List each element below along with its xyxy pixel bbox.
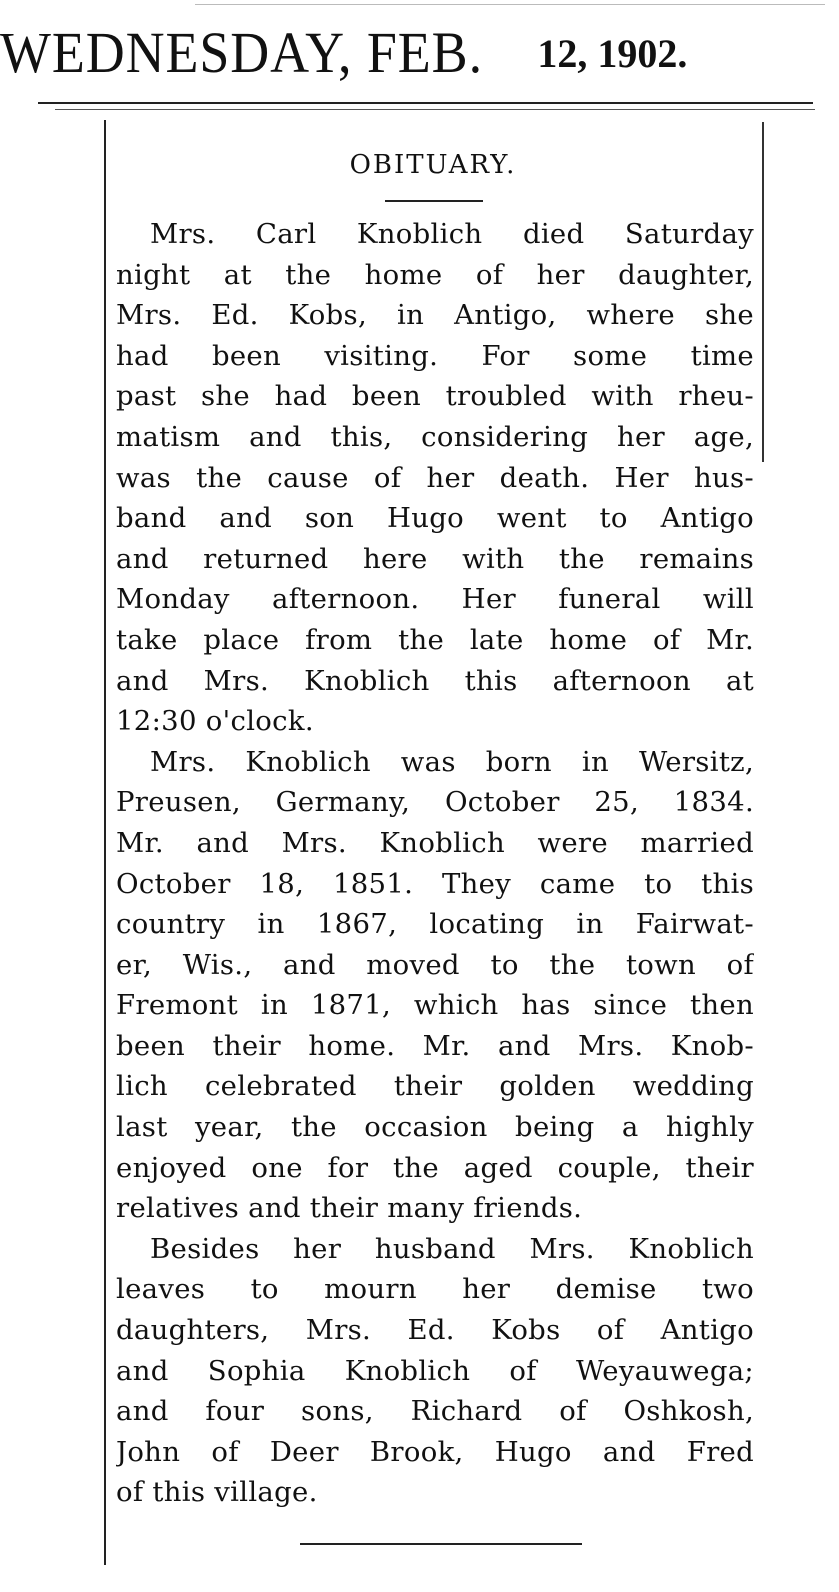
- article-line: had been visiting. For some time: [116, 339, 754, 372]
- article-line: and Sophia Knoblich of Weyauwega;: [116, 1354, 754, 1387]
- dateline-rule-upper: [38, 102, 813, 104]
- article-line: Mrs. Ed. Kobs, in Antigo, where she: [116, 299, 754, 332]
- article-line: Fremont in 1871, which has since then: [116, 989, 754, 1022]
- dateline-day-year: 12, 1902.: [537, 30, 688, 76]
- dateline: [0, 18, 839, 88]
- article-line: relatives and their many friends.: [116, 1192, 583, 1225]
- dateline-rule-lower: [55, 109, 815, 110]
- article-line: country in 1867, locating in Fairwat-: [116, 908, 754, 941]
- article-line: Mr. and Mrs. Knoblich were married: [116, 826, 754, 859]
- article-line: been their home. Mr. and Mrs. Knob-: [116, 1029, 754, 1062]
- article-end-rule: [300, 1543, 582, 1545]
- article-heading: OBITUARY.: [349, 150, 517, 180]
- article-line: John of Deer Brook, Hugo and Fred: [116, 1435, 754, 1468]
- article-line: daughters, Mrs. Ed. Kobs of Antigo: [116, 1314, 754, 1347]
- article-line: Preusen, Germany, October 25, 1834.: [116, 786, 754, 819]
- article-line: Monday afternoon. Her funeral will: [116, 583, 754, 616]
- article-body: [116, 214, 754, 1513]
- column-rule-left: [104, 120, 106, 1565]
- article-line: last year, the occasion being a highly: [116, 1111, 754, 1144]
- article-line: er, Wis., and moved to the town of: [116, 948, 754, 981]
- article-line: take place from the late home of Mr.: [116, 623, 754, 656]
- article-line: was the cause of her death. Her hus-: [116, 461, 754, 494]
- article-line: enjoyed one for the aged couple, their: [116, 1151, 754, 1184]
- article-line: lich celebrated their golden wedding: [116, 1070, 754, 1103]
- article-line: and Mrs. Knoblich this afternoon at: [116, 664, 754, 697]
- heading-underline: [385, 200, 483, 202]
- article-line: leaves to mourn her demise two: [116, 1273, 754, 1306]
- article-line: Besides her husband Mrs. Knoblich: [150, 1232, 754, 1265]
- article-line: band and son Hugo went to Antigo: [116, 502, 754, 535]
- article-line: past she had been troubled with rheu-: [116, 380, 754, 413]
- top-edge-rule: [195, 4, 825, 5]
- article-line: night at the home of her daughter,: [116, 258, 754, 291]
- article-line: Mrs. Knoblich was born in Wersitz,: [150, 745, 754, 778]
- article-line: of this village.: [116, 1476, 318, 1509]
- article-line: matism and this, considering her age,: [116, 420, 754, 453]
- column-rule-right: [762, 122, 764, 462]
- article-line: and returned here with the remains: [116, 542, 754, 575]
- dateline-weekday-month: WEDNESDAY, FEB.: [0, 20, 484, 85]
- article-line: 12:30 o'clock.: [116, 705, 314, 738]
- article-line: and four sons, Richard of Oshkosh,: [116, 1395, 754, 1428]
- article-line: October 18, 1851. They came to this: [116, 867, 754, 900]
- article-line: Mrs. Carl Knoblich died Saturday: [150, 218, 754, 250]
